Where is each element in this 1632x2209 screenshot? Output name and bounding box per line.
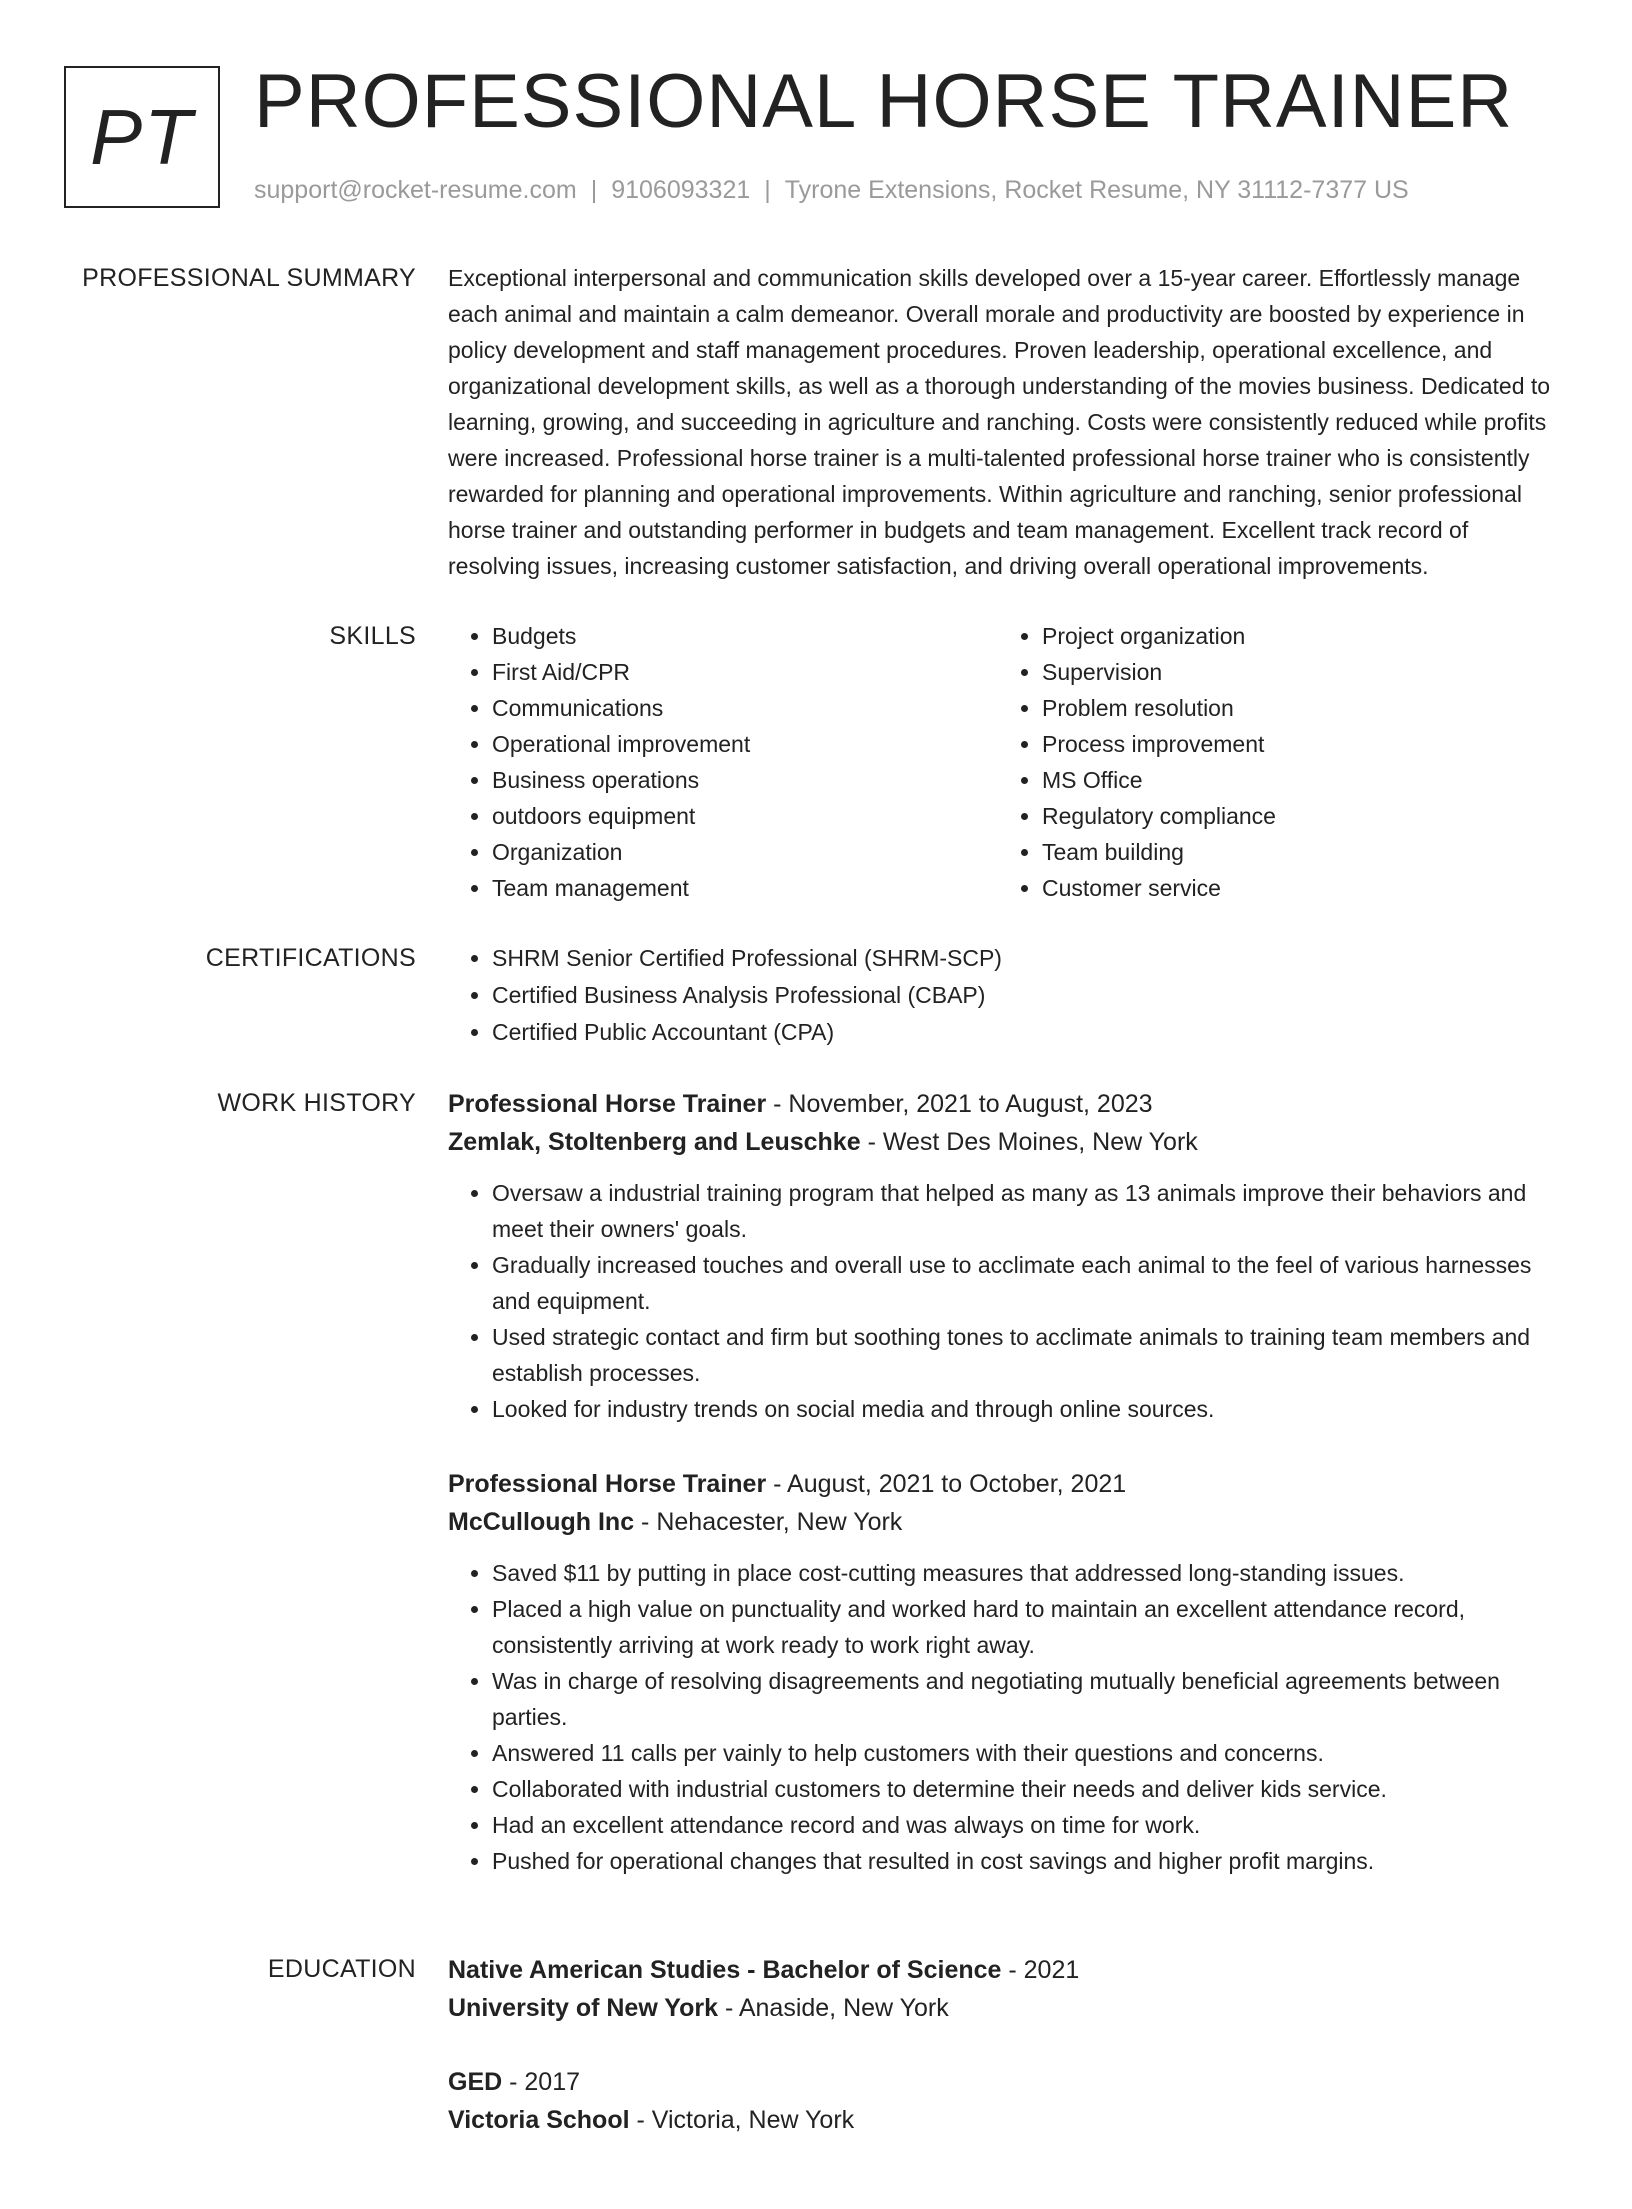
resume-content	[0, 260, 1632, 2209]
job-bullet: • Looked for industry trends on social media and through online sources.	[492, 1391, 1562, 1427]
skill-item: • outdoors equipment	[492, 798, 998, 834]
job-bullet-list	[448, 1555, 1562, 1879]
certification-item: • Certified Public Accountant (CPA)	[492, 1014, 1562, 1051]
work-history-section	[0, 1085, 1632, 1917]
job-bullet: • Had an excellent attendance record and was always on time for work.	[492, 1807, 1562, 1843]
job-dates: - August, 2021 to October, 2021	[766, 1470, 1127, 1498]
certification-item: • Certified Business Analysis Professional (CBAP)	[492, 977, 1562, 1014]
contact-separator: |	[764, 176, 771, 204]
certifications-body	[448, 940, 1562, 1051]
summary-text: Exceptional interpersonal and communication skills developed over a 15-year career. Effortlessly manage each animal and maintain a calm demeanor. Overall morale and productivity are boosted by experience in policy development and staff management procedures. Proven leadership, operational excellence, and organizational development skills, as well as a thorough understanding of the movies business. Dedicated to learning, growing, and succeeding in agriculture and ranching. Costs were consistently reduced while profits were increased. Professional horse trainer is a multi-talented professional horse trainer who is consistently rewarded for planning and operational improvements. Within agriculture and ranching, senior professional horse trainer and outstanding performer in budgets and team management. Excellent track record of resolving issues, increasing customer satisfaction, and driving overall operational improvements.	[448, 265, 1551, 579]
education-section	[0, 1951, 1632, 2175]
skill-item: • Operational improvement	[492, 726, 998, 762]
job-company-line	[448, 1123, 1562, 1161]
job-bullet: • Used strategic contact and firm but soothing tones to acclimate animals to training team members and establish processes.	[492, 1319, 1562, 1391]
education-location: - Anaside, New York	[718, 1994, 949, 2022]
certification-item: • SHRM Senior Certified Professional (SHRM-SCP)	[492, 940, 1562, 977]
education-degree: Native American Studies - Bachelor of Science	[448, 1956, 1002, 1984]
candidate-name: PROFESSIONAL HORSE TRAINER	[254, 59, 1514, 144]
job-bullet: • Collaborated with industrial customers to determine their needs and deliver kids service.	[492, 1771, 1562, 1807]
monogram-box	[64, 66, 220, 208]
job-bullet: • Pushed for operational changes that resulted in cost savings and higher profit margins.	[492, 1843, 1562, 1879]
contact-address: Tyrone Extensions, Rocket Resume, NY 31112-7377 US	[784, 176, 1409, 204]
job-bullet: • Placed a high value on punctuality and worked hard to maintain an excellent attendance record, consistently arriving at work ready to work right away.	[492, 1591, 1562, 1663]
work-history-body	[448, 1085, 1562, 1917]
job-title-line	[448, 1465, 1562, 1503]
education-entry	[448, 1951, 1562, 2027]
section-title-skills: SKILLS	[329, 622, 416, 650]
job-entry	[448, 1465, 1562, 1879]
education-year: - 2021	[1001, 1956, 1080, 1984]
section-title-certifications: CERTIFICATIONS	[205, 944, 416, 972]
certifications-section	[0, 940, 1632, 1051]
contact-phone: 9106093321	[611, 176, 751, 204]
education-school-line	[448, 2101, 1562, 2139]
job-dates: - November, 2021 to August, 2023	[766, 1090, 1153, 1118]
skill-item: • Team building	[1042, 834, 1548, 870]
skill-item: • Project organization	[1042, 618, 1548, 654]
skill-item: • MS Office	[1042, 762, 1548, 798]
contact-line	[254, 174, 1409, 206]
skill-item: • Communications	[492, 690, 998, 726]
job-bullet: • Saved $11 by putting in place cost-cutting measures that addressed long-standing issues.	[492, 1555, 1562, 1591]
education-body	[448, 1951, 1562, 2175]
job-company: Zemlak, Stoltenberg and Leuschke	[448, 1128, 861, 1156]
skill-item: • First Aid/CPR	[492, 654, 998, 690]
summary-body	[448, 260, 1562, 584]
initials: PT	[90, 92, 194, 181]
skill-item: • Regulatory compliance	[1042, 798, 1548, 834]
job-role: Professional Horse Trainer	[448, 1090, 767, 1118]
education-location: - Victoria, New York	[629, 2106, 855, 2134]
skill-item: • Budgets	[492, 618, 998, 654]
job-role: Professional Horse Trainer	[448, 1470, 767, 1498]
education-school-line	[448, 1989, 1562, 2027]
job-bullet: • Was in charge of resolving disagreements and negotiating mutually beneficial agreements between parties.	[492, 1663, 1562, 1735]
education-degree-line	[448, 1951, 1562, 1989]
job-company-line	[448, 1503, 1562, 1541]
skill-item: • Business operations	[492, 762, 998, 798]
section-title-work-history: WORK HISTORY	[217, 1089, 416, 1117]
job-location: - Nehacester, New York	[634, 1508, 903, 1536]
skills-body	[448, 618, 1562, 906]
skill-item: • Supervision	[1042, 654, 1548, 690]
section-title-education: EDUCATION	[267, 1955, 416, 1983]
job-title-line	[448, 1085, 1562, 1123]
skills-column-left	[448, 618, 998, 906]
education-entry	[448, 2063, 1562, 2139]
skill-item: • Problem resolution	[1042, 690, 1548, 726]
skills-column-right	[998, 618, 1548, 906]
summary-section	[0, 260, 1632, 584]
skill-item: • Customer service	[1042, 870, 1548, 906]
job-bullet-list	[448, 1175, 1562, 1427]
job-bullet: • Gradually increased touches and overall use to acclimate each animal to the feel of various harnesses and equipment.	[492, 1247, 1562, 1319]
education-degree-line	[448, 2063, 1562, 2101]
contact-separator: |	[590, 176, 598, 204]
job-entry	[448, 1085, 1562, 1427]
section-title-summary: PROFESSIONAL SUMMARY	[82, 264, 416, 292]
skills-grid	[448, 618, 1562, 906]
job-bullet: • Oversaw a industrial training program that helped as many as 13 animals improve their behaviors and meet their owners' goals.	[492, 1175, 1562, 1247]
education-school: Victoria School	[448, 2106, 630, 2134]
skill-item: • Team management	[492, 870, 998, 906]
job-bullet: • Answered 11 calls per vainly to help customers with their questions and concerns.	[492, 1735, 1562, 1771]
contact-email: support@rocket-resume.com	[254, 176, 577, 204]
skill-item: • Process improvement	[1042, 726, 1548, 762]
education-school: University of New York	[448, 1994, 718, 2022]
job-location: - West Des Moines, New York	[860, 1128, 1198, 1156]
skill-item: • Organization	[492, 834, 998, 870]
job-company: McCullough Inc	[448, 1508, 635, 1536]
education-degree: GED	[448, 2068, 503, 2096]
certification-list	[448, 940, 1562, 1051]
skills-section	[0, 618, 1632, 906]
education-year: - 2017	[502, 2068, 581, 2096]
